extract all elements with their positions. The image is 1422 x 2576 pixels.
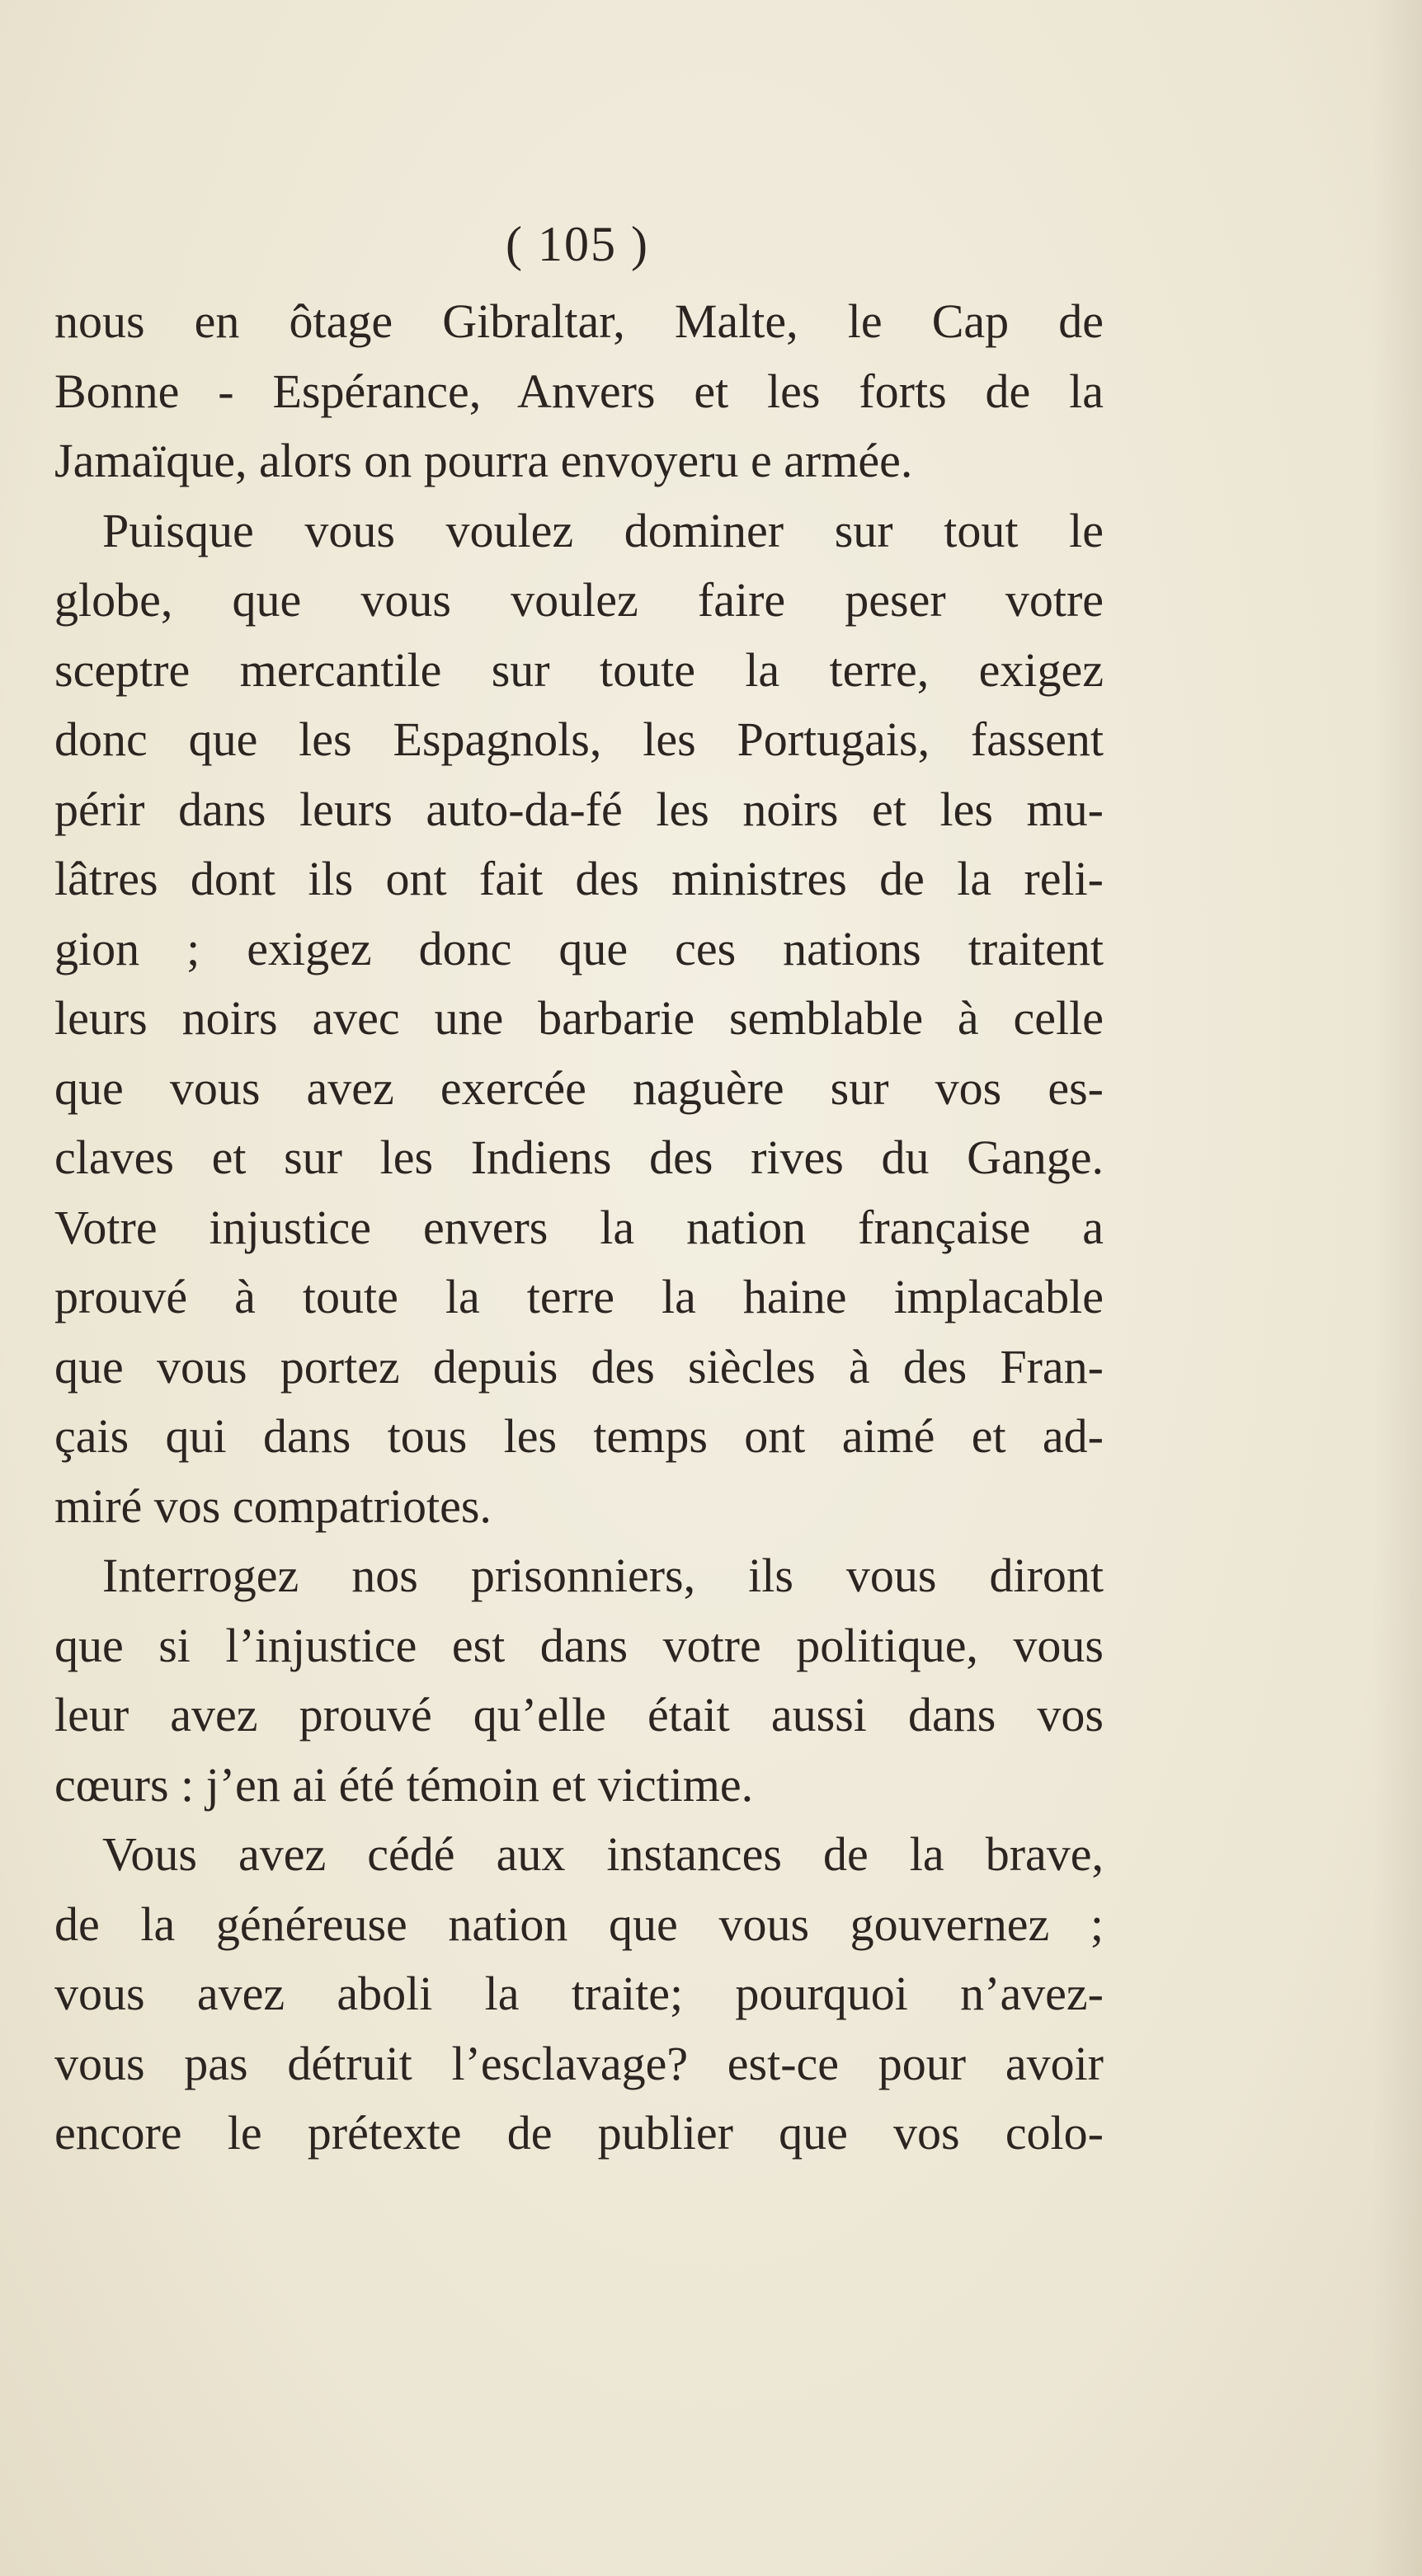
text-line: gion ; exigez donc que ces nations traitent [54, 921, 1104, 975]
text-line: Puisque vous voulez dominer sur tout le [102, 503, 1104, 557]
text-line: Jamaïque, alors on pourra envoyeru e armée. [54, 434, 913, 487]
text-line: que vous portez depuis des siècles à des Fran- [54, 1339, 1104, 1394]
text-line: leurs noirs avec une barbarie semblable à celle [54, 991, 1104, 1045]
text-line: çais qui dans tous les temps ont aimé et ad- [54, 1409, 1104, 1463]
text-line: vous pas détruit l’esclavage? est-ce pour avoir [54, 2036, 1104, 2090]
text-line: périr dans leurs auto-da-fé les noirs et les mu- [54, 782, 1104, 836]
text-line: sceptre mercantile sur toute la terre, exigez [54, 642, 1104, 697]
text-line: lâtres dont ils ont fait des ministres de la reli- [54, 852, 1104, 905]
text-line: Vous avez cédé aux instances de la brave, [102, 1827, 1104, 1881]
text-line: leur avez prouvé qu’elle était aussi dans vos [54, 1688, 1104, 1742]
text-line: claves et sur les Indiens des rives du Gange. [54, 1131, 1104, 1184]
page-edge-shadow [1373, 0, 1422, 2576]
text-line: Interrogez nos prisonniers, ils vous diront [102, 1549, 1104, 1602]
text-line: donc que les Espagnols, les Portugais, fassent [54, 712, 1104, 766]
text-line: Votre injustice envers la nation française a [54, 1200, 1104, 1254]
text-line: que vous avez exercée naguère sur vos es- [54, 1060, 1104, 1115]
text-line: de la généreuse nation que vous gouvernez ; [54, 1897, 1104, 1951]
page-number: ( 105 ) [506, 217, 649, 271]
text-line: encore le prétexte de publier que vos colo- [54, 2106, 1104, 2160]
text-line: globe, que vous voulez faire peser votre [54, 573, 1104, 627]
text-line: nous en ôtage Gibraltar, Malte, le Cap de [54, 294, 1104, 348]
text-line: prouvé à toute la terre la haine implacable [54, 1270, 1104, 1323]
text-line: miré vos compatriotes. [54, 1478, 492, 1533]
text-line: cœurs : j’en ai été témoin et victime. [54, 1757, 754, 1812]
body-text [54, 287, 1104, 2169]
text-line: Bonne - Espérance, Anvers et les forts de la [54, 364, 1104, 418]
text-line: que si l’injustice est dans votre politique, vous [54, 1618, 1104, 1672]
text-line: vous avez aboli la traite; pourquoi n’avez- [54, 1967, 1104, 2020]
